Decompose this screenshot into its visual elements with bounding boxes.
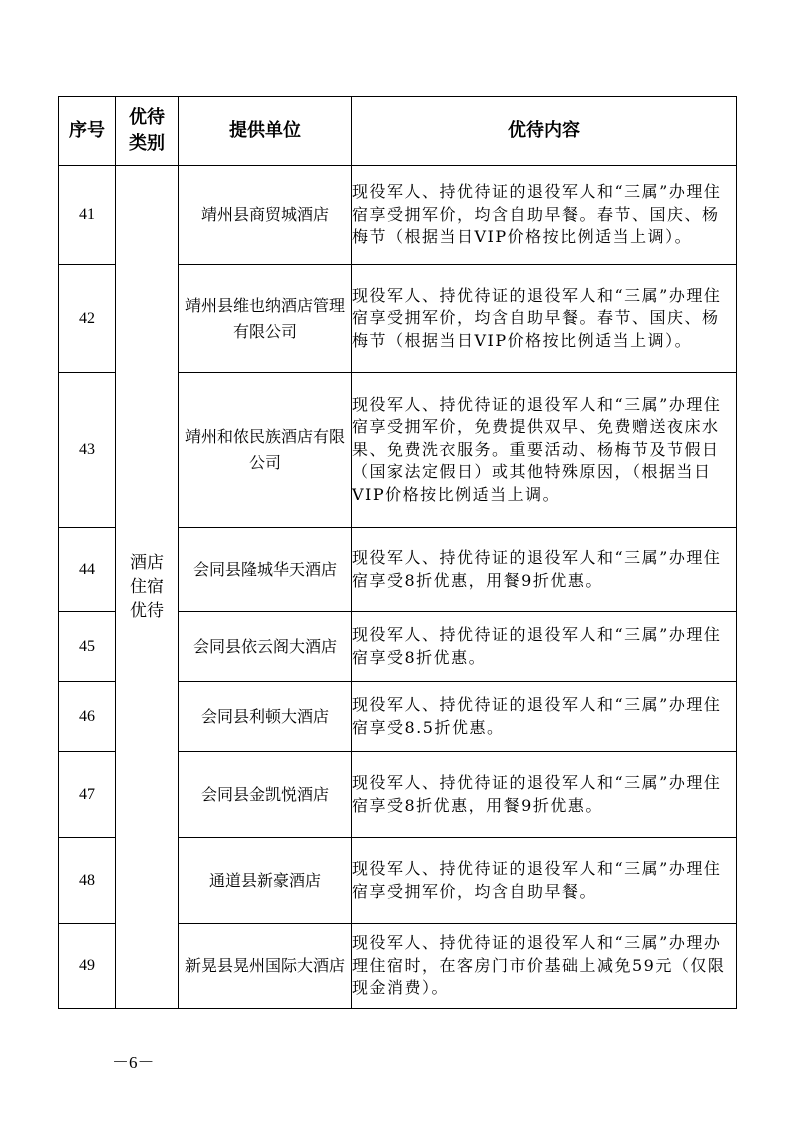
row-number: 44 [59, 528, 116, 612]
content-cell: 现役军人、持优待证的退役军人和“三属”办理办理住宿时，在客房门市价基础上减免59元（仅限现金消费）。 [352, 924, 737, 1009]
content-cell: 现役军人、持优待证的退役军人和“三属”办理住宿享受拥军价，均含自助早餐。 [352, 838, 737, 924]
row-number: 42 [59, 265, 116, 373]
row-number: 41 [59, 166, 116, 265]
table-header-row [59, 97, 737, 166]
page-number: －6－ [112, 1053, 155, 1072]
header-num: 序号 [59, 97, 116, 166]
table-row [59, 166, 737, 265]
row-number: 49 [59, 924, 116, 1009]
header-provider: 提供单位 [179, 97, 352, 166]
provider-cell: 会同县金凯悦酒店 [179, 752, 352, 838]
content-cell: 现役军人、持优待证的退役军人和“三属”办理住宿享受拥军价，均含自助早餐。春节、国庆、杨梅节（根据当日VIP价格按比例适当上调）。 [352, 265, 737, 373]
row-number: 48 [59, 838, 116, 924]
provider-cell: 靖州和侬民族酒店有限公司 [179, 373, 352, 528]
provider-cell: 新晃县晃州国际大酒店 [179, 924, 352, 1009]
row-number: 45 [59, 612, 116, 682]
provider-cell: 会同县依云阁大酒店 [179, 612, 352, 682]
content-cell: 现役军人、持优待证的退役军人和“三属”办理住宿享受8折优惠，用餐9折优惠。 [352, 752, 737, 838]
content-cell: 现役军人、持优待证的退役军人和“三属”办理住宿享受拥军价，均含自助早餐。春节、国庆、杨梅节（根据当日VIP价格按比例适当上调）。 [352, 166, 737, 265]
row-number: 46 [59, 682, 116, 752]
provider-cell: 会同县隆城华天酒店 [179, 528, 352, 612]
benefits-table [58, 96, 737, 1009]
content-cell: 现役军人、持优待证的退役军人和“三属”办理住宿享受8.5折优惠。 [352, 682, 737, 752]
provider-cell: 靖州县商贸城酒店 [179, 166, 352, 265]
header-content: 优待内容 [352, 97, 737, 166]
provider-cell: 会同县利顿大酒店 [179, 682, 352, 752]
category-cell [116, 166, 179, 1009]
category-label: 酒店住宿优待 [130, 553, 164, 621]
content-cell: 现役军人、持优待证的退役军人和“三属”办理住宿享受8折优惠。 [352, 612, 737, 682]
content-cell: 现役军人、持优待证的退役军人和“三属”办理住宿享受8折优惠，用餐9折优惠。 [352, 528, 737, 612]
header-category: 优待类别 [116, 97, 179, 166]
content-cell: 现役军人、持优待证的退役军人和“三属”办理住宿享受拥军价，免费提供双早、免费赠送夜床水果、免费洗衣服务。重要活动、杨梅节及节假日（国家法定假日）或其他特殊原因，（根据当日VIP价格按比例适当上调。 [352, 373, 737, 528]
provider-cell: 靖州县维也纳酒店管理有限公司 [179, 265, 352, 373]
row-number: 43 [59, 373, 116, 528]
row-number: 47 [59, 752, 116, 838]
provider-cell: 通道县新豪酒店 [179, 838, 352, 924]
